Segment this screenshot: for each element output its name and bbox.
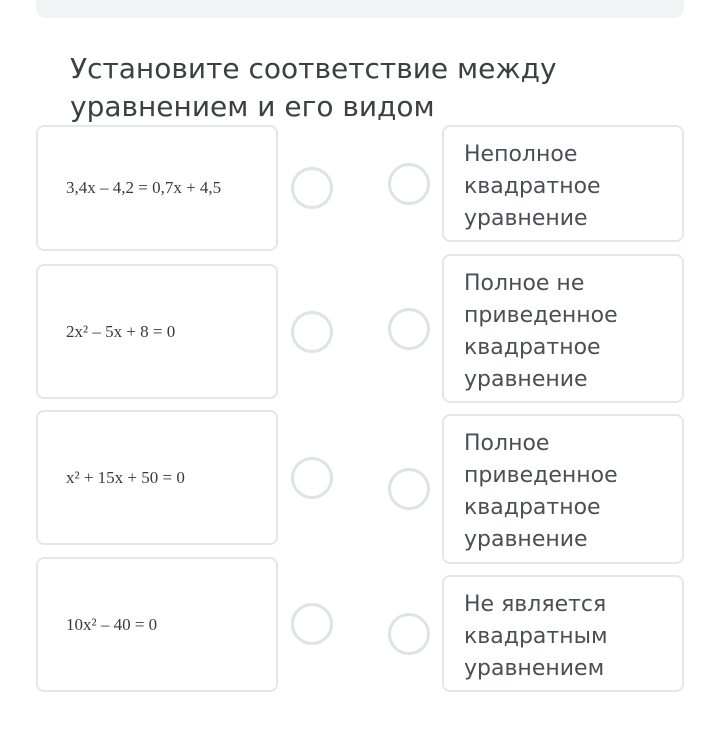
question-title: Установите соответствие между уравнением и его видом <box>70 52 557 123</box>
equation-formula: 3,4x – 4,2 = 0,7x + 4,5 <box>66 178 222 197</box>
equation-card-1 <box>36 125 278 251</box>
equation-type-card-4 <box>442 575 684 692</box>
right-connector-radio-4[interactable] <box>388 613 430 655</box>
right-connector-radio-3[interactable] <box>388 468 430 510</box>
top-panel <box>36 0 684 18</box>
equation-formula: 10x² – 40 = 0 <box>66 614 158 634</box>
equation-type-label: Не является квадратным уравнением <box>464 592 608 681</box>
equation-type-label: Полное приведенное квадратное уравнение <box>464 431 618 552</box>
right-connector-radio-2[interactable] <box>388 308 430 350</box>
equation-formula: 2x² – 5x + 8 = 0 <box>66 321 176 341</box>
left-connector-radio-3[interactable] <box>291 457 333 499</box>
equation-type-label: Полное не приведенное квадратное уравнение <box>464 271 618 392</box>
left-connector-radio-4[interactable] <box>291 603 333 645</box>
equation-formula: x² + 15x + 50 = 0 <box>66 467 185 487</box>
equation-type-card-1 <box>442 125 684 242</box>
equation-card-4 <box>36 557 278 692</box>
equation-type-card-2 <box>442 254 684 403</box>
left-connector-radio-2[interactable] <box>291 311 333 353</box>
left-connector-radio-1[interactable] <box>291 167 333 209</box>
equation-card-2 <box>36 264 278 399</box>
equation-type-card-3 <box>442 414 684 564</box>
right-connector-radio-1[interactable] <box>388 163 430 205</box>
equation-card-3 <box>36 410 278 545</box>
equation-type-label: Неполное квадратное уравнение <box>464 142 601 231</box>
